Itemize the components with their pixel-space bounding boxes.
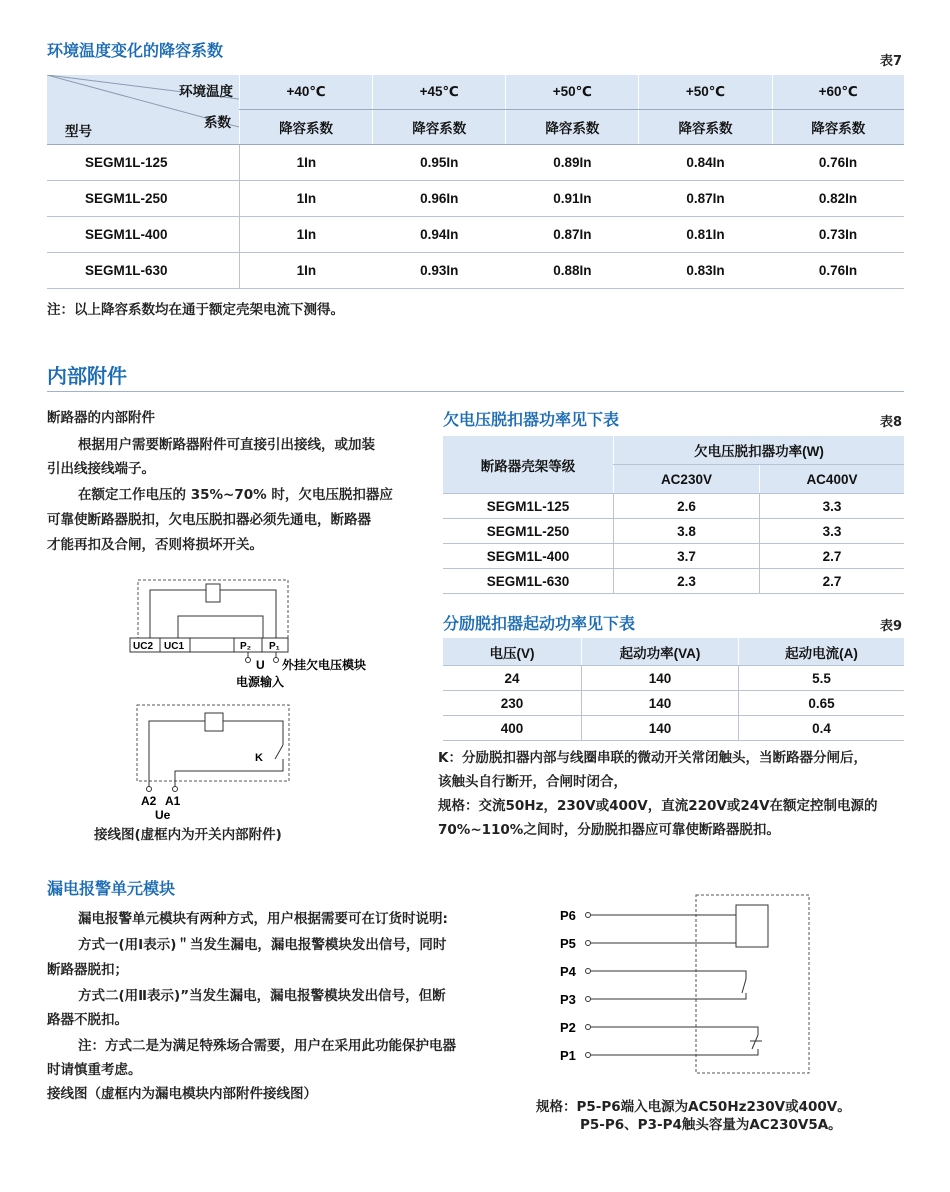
model-cell: SEGM1L-400 <box>443 544 614 569</box>
wiring-caption: 接线图(虚框内为开关内部附件) <box>94 827 282 843</box>
a1-label: A1 <box>165 794 181 808</box>
table-header-row <box>443 436 904 465</box>
derating-subheader: 降容系数 <box>639 110 772 145</box>
uv-power-header: 欠电压脱扣器功率(W) <box>614 436 905 465</box>
value-cell: 2.7 <box>759 569 904 594</box>
value-cell: 1In <box>240 253 373 289</box>
undervoltage-wiring-diagram <box>128 578 388 690</box>
u-label: U <box>256 658 265 672</box>
model-cell: SEGM1L-630 <box>47 253 240 289</box>
corner-top-label: 环境温度 <box>179 84 233 99</box>
model-cell: SEGM1L-400 <box>47 217 240 253</box>
value-cell: 5.5 <box>739 666 905 691</box>
leakage-wiring-diagram <box>558 893 818 1078</box>
table-row <box>443 691 904 716</box>
voltage-header: 电压(V) <box>443 638 582 666</box>
leak-text-line: 漏电报警单元模块有两种方式，用户根据需要可在订货时说明: <box>78 911 448 927</box>
terminal-p5: P5 <box>560 936 576 951</box>
value-cell: 0.4 <box>739 716 905 741</box>
value-cell: 0.87In <box>639 181 772 217</box>
a2-label: A2 <box>141 794 157 808</box>
accessories-subtitle: 断路器的内部附件 <box>47 410 155 426</box>
model-cell: SEGM1L-250 <box>47 181 240 217</box>
model-cell: SEGM1L-250 <box>443 519 614 544</box>
table-row <box>443 544 904 569</box>
table8-number: 表8 <box>880 415 903 430</box>
leak-text-line: 方式一(用Ⅰ表示)＂当发生漏电，漏电报警模块发出信号，同时 <box>78 937 447 953</box>
terminal-uc2: UC2 <box>133 641 154 652</box>
derating-subheader: 降容系数 <box>772 110 904 145</box>
terminal-p3: P3 <box>560 992 576 1007</box>
derating-table <box>47 75 904 289</box>
value-cell: 3.7 <box>614 544 760 569</box>
module-label: 外挂欠电压模块 <box>282 658 367 672</box>
shunt-power-table <box>443 638 904 741</box>
value-cell: 0.88In <box>506 253 639 289</box>
uv-table-title: 欠电压脱扣器功率见下表 <box>443 410 620 429</box>
value-cell: 140 <box>582 691 739 716</box>
accessories-text-line: 根据用户需要断路器附件可直接引出接线，或加装 <box>78 437 375 453</box>
value-cell: 1In <box>240 145 373 181</box>
ac400-header: AC400V <box>759 465 904 494</box>
temp-header: +45℃ <box>373 75 506 110</box>
value-cell: 24 <box>443 666 582 691</box>
value-cell: 0.93In <box>373 253 506 289</box>
value-cell: 1In <box>240 217 373 253</box>
value-cell: 0.95In <box>373 145 506 181</box>
terminal-p2: P₂ <box>240 641 252 652</box>
value-cell: 1In <box>240 181 373 217</box>
value-cell: 0.83In <box>639 253 772 289</box>
value-cell: 2.6 <box>614 494 760 519</box>
value-cell: 0.76In <box>772 253 904 289</box>
value-cell: 140 <box>582 716 739 741</box>
undervoltage-power-table <box>443 436 904 594</box>
accessories-title: 内部附件 <box>47 364 127 388</box>
table-row <box>443 494 904 519</box>
leak-text-line: 方式二(用Ⅱ表示)”当发生漏电，漏电报警模块发出信号，但断 <box>78 988 446 1004</box>
value-cell: 0.81In <box>639 217 772 253</box>
power-input-label: 电源输入 <box>236 675 285 689</box>
table7-number: 表7 <box>880 54 903 69</box>
table-row <box>47 217 904 253</box>
derating-subheader: 降容系数 <box>240 110 373 145</box>
leak-text-line: 断路器脱扣； <box>47 962 128 978</box>
table-row <box>47 181 904 217</box>
temp-header: +50℃ <box>639 75 772 110</box>
value-cell: 2.7 <box>759 544 904 569</box>
leak-spec-line: 规格：P5-P6端入电源为AC50Hz230V或400V。 <box>536 1099 851 1115</box>
terminal-p2: P2 <box>560 1020 576 1035</box>
model-cell: SEGM1L-630 <box>443 569 614 594</box>
value-cell: 0.82In <box>772 181 904 217</box>
accessories-text-line: 才能再扣及合闸，否则将损坏开关。 <box>47 537 263 553</box>
value-cell: 2.3 <box>614 569 760 594</box>
terminal-p4: P4 <box>560 964 576 979</box>
value-cell: 0.96In <box>373 181 506 217</box>
derating-title: 环境温度变化的降容系数 <box>47 41 224 60</box>
table9-number: 表9 <box>880 619 903 634</box>
ue-label: Ue <box>155 808 171 822</box>
table-row <box>47 145 904 181</box>
value-cell: 3.3 <box>759 519 904 544</box>
value-cell: 0.94In <box>373 217 506 253</box>
temp-header: +60℃ <box>772 75 904 110</box>
corner-bottom-label: 型号 <box>65 124 92 139</box>
value-cell: 0.87In <box>506 217 639 253</box>
leak-text-line: 接线图（虚框内为漏电模块内部附件接线图） <box>47 1086 317 1102</box>
shunt-wiring-diagram <box>135 703 295 825</box>
value-cell: 3.8 <box>614 519 760 544</box>
accessories-text-line: 在额定工作电压的 35%~70% 时，欠电压脱扣器应 <box>78 487 393 503</box>
temp-header: +40℃ <box>240 75 373 110</box>
table-row <box>47 253 904 289</box>
accessories-text-line: 引出线接线端子。 <box>47 461 155 477</box>
ac230-header: AC230V <box>614 465 760 494</box>
value-cell: 0.65 <box>739 691 905 716</box>
temp-header: +50℃ <box>506 75 639 110</box>
value-cell: 0.76In <box>772 145 904 181</box>
table-row <box>443 569 904 594</box>
leak-text-line: 注：方式二是为满足特殊场合需要，用户在采用此功能保护电器 <box>78 1038 456 1054</box>
section-divider <box>47 391 904 392</box>
derating-subheader: 降容系数 <box>373 110 506 145</box>
value-cell: 0.73In <box>772 217 904 253</box>
value-cell: 0.84In <box>639 145 772 181</box>
frame-grade-header: 断路器壳架等级 <box>443 436 614 494</box>
value-cell: 0.91In <box>506 181 639 217</box>
terminal-p1: P₁ <box>269 641 280 652</box>
shunt-note-line: K：分励脱扣器内部与线圈串联的微动开关常闭触头，当断路器分闸后， <box>438 750 867 766</box>
value-cell: 3.3 <box>759 494 904 519</box>
value-cell: 0.89In <box>506 145 639 181</box>
table-header-row <box>47 75 904 110</box>
value-cell: 140 <box>582 666 739 691</box>
leak-module-title: 漏电报警单元模块 <box>47 879 176 898</box>
shunt-table-title: 分励脱扣器起动功率见下表 <box>443 614 636 633</box>
k-label: K <box>255 752 263 764</box>
startup-power-header: 起动功率(VA) <box>582 638 739 666</box>
leak-text-line: 时请慎重考虑。 <box>47 1062 142 1078</box>
table-row <box>443 519 904 544</box>
startup-current-header: 起动电流(A) <box>739 638 905 666</box>
shunt-note-line: 规格：交流50Hz，230V或400V，直流220V或24V在额定控制电源的 <box>438 798 878 814</box>
terminal-p1: P1 <box>560 1048 576 1063</box>
model-cell: SEGM1L-125 <box>47 145 240 181</box>
terminal-uc1: UC1 <box>164 641 185 652</box>
value-cell: 230 <box>443 691 582 716</box>
corner-mid-label: 系数 <box>204 115 231 130</box>
table-row <box>443 666 904 691</box>
leak-text-line: 路器不脱扣。 <box>47 1012 128 1028</box>
terminal-p6: P6 <box>560 908 576 923</box>
corner-cell <box>47 75 240 145</box>
model-cell: SEGM1L-125 <box>443 494 614 519</box>
derating-note: 注：以上降容系数均在通于额定壳架电流下测得。 <box>47 302 344 318</box>
shunt-note-line: 该触头自行断开，合闸时闭合， <box>438 774 627 790</box>
accessories-text-line: 可靠使断路器脱扣，欠电压脱扣器必须先通电，断路器 <box>47 512 371 528</box>
value-cell: 400 <box>443 716 582 741</box>
shunt-note-line: 70%~110%之间时，分励脱扣器应可靠使断路器脱扣。 <box>438 822 780 838</box>
leak-spec-line: P5-P6、P3-P4触头容量为AC230V5A。 <box>580 1117 842 1133</box>
table-row <box>443 716 904 741</box>
table-header-row <box>443 638 904 666</box>
derating-subheader: 降容系数 <box>506 110 639 145</box>
